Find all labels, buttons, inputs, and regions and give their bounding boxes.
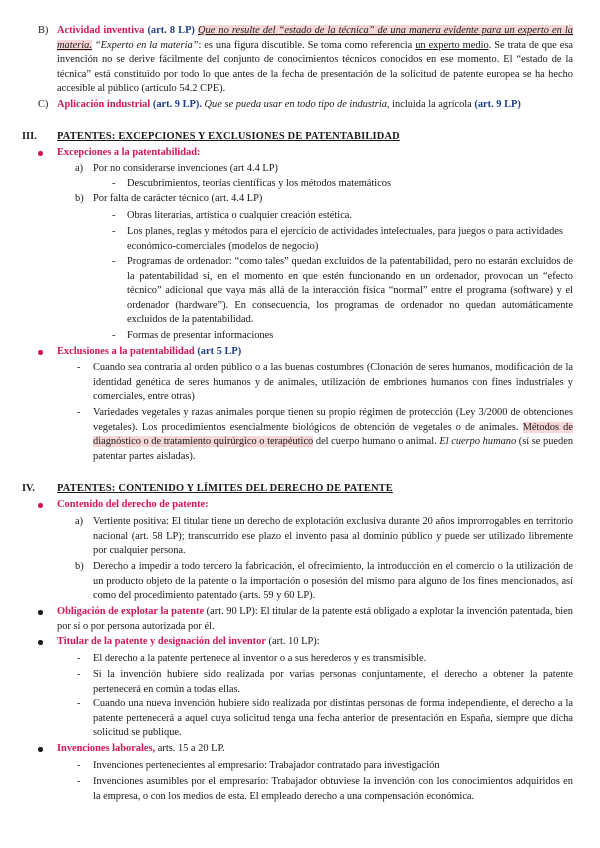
excepciones-b-text: Por falta de carácter técnico (art. 4.4 LP) [93,193,263,204]
dash-marker: - [77,698,81,709]
section-c-marker: C) [38,99,49,110]
dash-marker: - [77,362,81,373]
dash-marker: - [112,178,116,189]
dash-marker: - [112,226,116,237]
obligacion-paragraph [57,605,573,634]
section-b-quote2: “Experto en la materia” [94,39,199,51]
section-b-quote1: Que no resulte del “estado de la técnica” de una manera evidente para un experto en la materia. [57,25,573,51]
laborales-item-1: Invenciones pertenecientes al empresario: Trabajador contratado para investigación [93,760,440,771]
section-c-paragraph [57,98,573,113]
exclusiones-item-2b: del cuerpo humano o animal. [315,436,437,448]
exclusiones-heading [57,345,241,360]
section-b-ref: (art. 8 LP) [147,25,195,36]
excepciones-b-marker: b) [75,193,84,204]
bullet-dot-icon [38,610,43,615]
dash-marker: - [112,210,116,221]
exclusiones-item-2a: Variedades vegetales y razas animales porque tienen su propio régimen de protección (Ley 3/2000 de obtenciones vegetales). Los procedimientos esencialmente biológicos de obtención de vegetales o de animales. [93,407,573,433]
excepciones-a-text: Por no considerarse invenciones (art 4.4 LP) [93,163,278,174]
laborales-heading [57,742,225,757]
obligacion-label: Obligación de explotar la patente [57,606,205,617]
titular-label: Titular de la patente y designación del inventor [57,636,266,647]
section-b-underline: un experto medio [415,39,489,51]
exclusiones-item-2 [93,406,573,464]
dash-marker: - [77,669,81,680]
exclusiones-label: Exclusiones a la patentabilidad [57,346,195,357]
dash-marker: - [77,760,81,771]
excepciones-b-item-4: Formas de presentar informaciones [127,330,274,341]
excepciones-a-marker: a) [75,163,84,174]
section-b-title: Actividad inventiva [57,25,145,36]
obligacion-text: (art. 90 LP): El titular de la patente está obligado a explotar la invención patentada, bien por sí o por persona autorizada por él. [57,606,573,632]
section-iii-title: PATENTES: EXCEPCIONES Y EXCLUSIONES DE PATENTABILIDAD [57,131,400,142]
bullet-dot-icon [38,640,43,645]
dash-marker: - [112,256,116,267]
laborales-item-2: Invenciones asumibles por el empresario: Trabajador obtuviese la invención con los conocimientos adquiridos en la empresa, o con los medios de esta. El empleado derecho a una compensación económica. [93,776,573,802]
section-iii-number: III. [22,131,37,142]
exclusiones-item-2-highlight: Métodos de diagnóstico o de tratamiento quirúrgico o terapéutico [93,421,573,448]
section-b-text1: : es una figura discutible. Se toma como referencia [198,39,413,51]
contenido-b-marker: b) [75,561,84,572]
contenido-b-text: Derecho a impedir a todo tercero la fabricación, el ofrecimiento, la introducción en el comercio o la utilización de un producto objeto de la patente o la importación o posesión del mismo para alguno de los fines mencionados, así como del procedimiento patentado (arts. 59 y 60 LP). [93,561,573,602]
bullet-dot-icon [38,350,43,355]
exclusiones-item-1: Cuando sea contraria al orden público o a las buenas costumbres (Clonación de seres humanos, modificación de la identidad genética de seres humanos y de animales, utilización de embriones humanos con fines industriales y comerciales, entre otras) [93,362,573,403]
section-b-text2: . Se trata de que esa invención no se derive fácilmente del conjunto de conocimientos técnicos conocidos en ese momento. El “estado de la técnica” está constituido por todo lo que antes de la fecha de presentación de la solicitud de patente europea se ha hecho accesible al público (artículo 54.2 CPE). [57,39,573,95]
contenido-a-text: Vertiente positiva: El titular tiene un derecho de explotación exclusiva durante 20 años improrrogables en territorio nacional (art. 58 LP); transcurrido ese plazo el invento pasa al dominio público y puede ser utilizado libremente por cualquier persona. [93,516,573,557]
section-iv-title: PATENTES: CONTENIDO Y LÍMITES DEL DERECHO DE PATENTE [57,483,393,494]
excepciones-b-item-2: Los planes, reglas y métodos para el ejercicio de actividades intelectuales, para juegos o para actividades económico-comerciales (modelos de negocio) [127,226,563,252]
contenido-label: Contenido del derecho de patente: [57,499,209,510]
section-c-ref2: (art. 9 LP) [474,99,521,110]
section-b-paragraph [57,24,573,97]
titular-heading [57,635,320,650]
laborales-label: Invenciones laborales, [57,743,156,754]
section-c-ref: (art. 9 LP). [152,99,202,110]
excepciones-label: Excepciones a la patentabilidad: [57,147,201,158]
titular-item-2: Si la invención hubiere sido realizada por varias personas conjuntamente, el derecho a obtener la patente pertenecerá en común a todas ellas. [93,669,573,695]
section-b-marker: B) [38,25,49,36]
exclusiones-item-2c: (sí se pueden patentar partes aisladas). [93,436,574,462]
exclusiones-item-2-italic: El cuerpo humano [439,436,517,448]
bullet-dot-icon [38,747,43,752]
exclusiones-ref: (art 5 LP) [197,346,242,357]
section-c-text: incluida la agrícola [392,99,472,110]
bullet-dot-icon [38,503,43,508]
titular-item-3: Cuando una nueva invención hubiere sido realizada por distintas personas de forma independiente, el derecho a la patente pertenecerá a aquel cuya solicitud tenga una fecha anterior de presentación en España, siempre que dicha solicitud se publique. [93,698,573,739]
dash-marker: - [112,330,116,341]
contenido-a-marker: a) [75,516,84,527]
section-c-title: Aplicación industrial [57,99,151,110]
laborales-ref: arts. 15 a 20 LP. [157,743,225,754]
excepciones-a-item: Descubrimientos, teorías científicas y los métodos matemáticos [127,178,392,189]
dash-marker: - [77,407,81,418]
dash-marker: - [77,653,81,664]
titular-ref: (art. 10 LP): [268,636,320,647]
titular-item-1: El derecho a la patente pertenece al inventor o a sus herederos y es transmisible. [93,653,427,664]
section-iv-number: IV. [22,483,35,494]
excepciones-b-item-3: Programas de ordenador: “como tales” quedan excluidos de la patentabilidad, pero no estarán excluidos de la patentabilidad si, en el momento en que estén funcionando en un ordenador, provocan un “efecto técnico” adicional que vaya más allá de la interacción física “normal” entre el programa (software) y el ordenador (hardware”). En consecuencia, los programas de ordenador no quedan automáticamente excluidos de la patentabilidad. [127,256,573,326]
section-c-quote: Que se pueda usar en todo tipo de industria, [204,99,390,110]
bullet-dot-icon [38,151,43,156]
dash-marker: - [77,776,81,787]
excepciones-b-item-1: Obras literarias, artística o cualquier creación estética. [127,210,353,221]
